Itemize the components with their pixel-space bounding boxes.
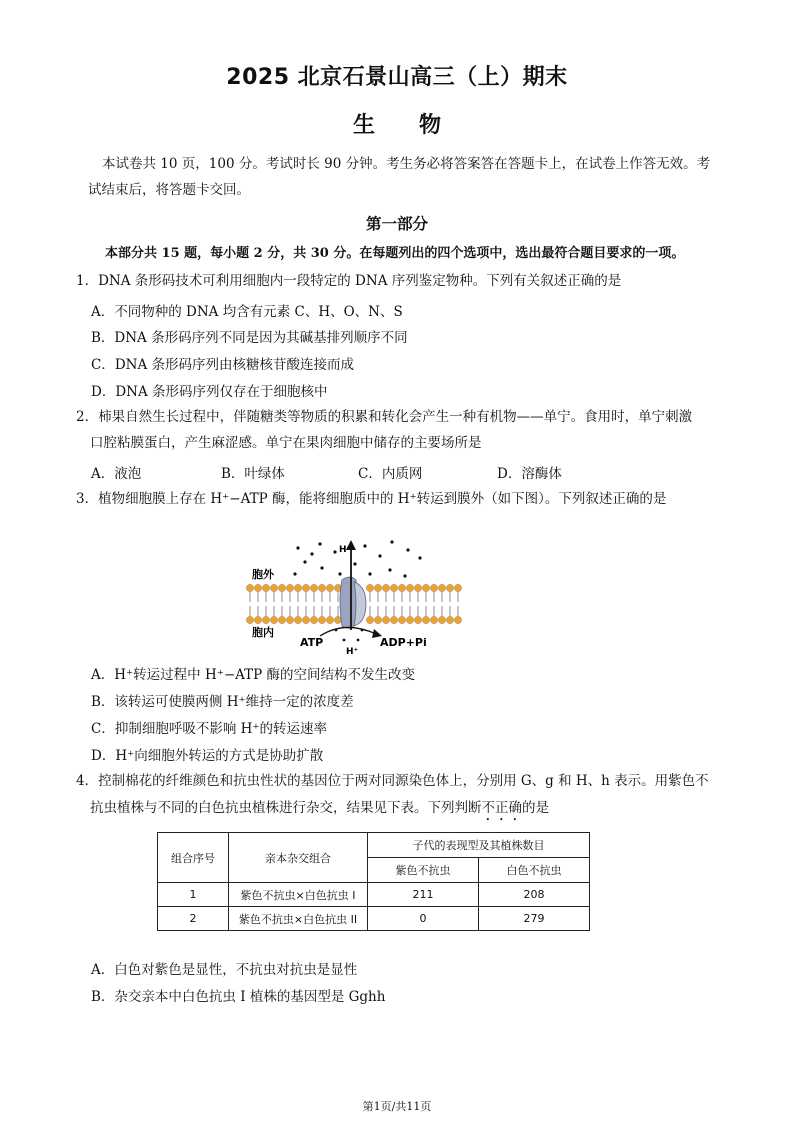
intro-line-2: 试结束后，将答题卡交回。 <box>88 182 250 198</box>
cell-purple: 0 <box>368 907 479 931</box>
th-group: 组合序号 <box>158 833 229 883</box>
label-h-bottom: H⁺ <box>346 647 359 657</box>
atp-hydrolysis-arrow <box>320 627 376 636</box>
cell-white: 208 <box>479 883 590 907</box>
q4-stem-pre: 抗虫植株与不同的白色抗虫植株进行杂交，结果见下表。下列判断 <box>90 800 482 816</box>
subject-title: 生 物 <box>352 113 441 138</box>
cell-cross: 紫色不抗虫×白色抗虫 I <box>229 883 368 907</box>
outside-proton-dots <box>293 540 421 577</box>
q3-option-b: B．该转运可使膜两侧 H⁺维持一定的浓度差 <box>91 694 354 710</box>
label-adp: ADP+Pi <box>380 636 427 649</box>
q4-option-a: A．白色对紫色是显性，不抗虫对抗虫是显性 <box>91 962 358 978</box>
q2-option-b: B．叶绿体 <box>221 466 285 482</box>
cell-white: 279 <box>479 907 590 931</box>
q4-stem-line-1: 4．控制棉花的纤维颜色和抗虫性状的基因位于两对同源染色体上，分别用 G、g 和 H、h 表示。用紫色不 <box>76 773 709 789</box>
q3-stem: 3．植物细胞膜上存在 H⁺−ATP 酶，能将细胞质中的 H⁺转运到膜外（如下图）。下列叙述正确的是 <box>76 491 667 507</box>
q1-option-c: C．DNA 条形码序列由核糖核苷酸连接而成 <box>91 357 355 373</box>
cell-no: 2 <box>158 907 229 931</box>
cell-purple: 211 <box>368 883 479 907</box>
q4-stem-emphasis: 不正确 <box>481 800 522 816</box>
membrane-figure <box>240 530 490 660</box>
page-footer: 第1页/共11页 <box>362 1100 432 1113</box>
intro-line-1: 本试卷共 10 页，100 分。考试时长 90 分钟。考生务必将答案答在答题卡上，在试卷上作答无效。考 <box>102 156 711 172</box>
page-title: 2025 北京石景山高三（上）期末 <box>226 65 568 90</box>
q3-option-c: C．抑制细胞呼吸不影响 H⁺的转运速率 <box>91 721 328 737</box>
label-inside: 胞内 <box>252 626 274 639</box>
q2-stem-line-2: 口腔粘膜蛋白，产生麻涩感。单宁在果肉细胞中储存的主要场所是 <box>90 435 482 451</box>
table-row <box>158 883 590 907</box>
q4-stem-post: 的是 <box>522 800 549 816</box>
q1-option-d: D．DNA 条形码序列仅存在于细胞核中 <box>91 384 328 400</box>
q4-stem-line-2 <box>90 799 549 824</box>
cell-cross: 紫色不抗虫×白色抗虫 II <box>229 907 368 931</box>
label-h-top: H⁺ <box>339 545 352 555</box>
th-purple: 紫色不抗虫 <box>368 858 479 883</box>
q2-stem-line-1: 2．柿果自然生长过程中，伴随糖类等物质的积累和转化会产生一种有机物——单宁。食用时，单宁刺激 <box>76 409 693 425</box>
inside-proton-dots <box>335 629 364 642</box>
q1-stem: 1．DNA 条形码技术可利用细胞内一段特定的 DNA 序列鉴定物种。下列有关叙述正确的是 <box>76 273 622 289</box>
th-offspring: 子代的表现型及其植株数目 <box>368 833 590 858</box>
proton-pump-protein <box>340 577 366 628</box>
cross-results-table <box>157 832 590 931</box>
q3-option-a: A．H⁺转运过程中 H⁺−ATP 酶的空间结构不发生改变 <box>91 667 416 683</box>
cell-no: 1 <box>158 883 229 907</box>
section-instruction: 本部分共 15 题，每小题 2 分，共 30 分。在每题列出的四个选项中，选出最符合题目要求的一项。 <box>105 246 685 261</box>
section-title: 第一部分 <box>365 214 428 233</box>
q3-option-d: D．H⁺向细胞外转运的方式是协助扩散 <box>91 748 324 764</box>
q2-option-d: D．溶酶体 <box>497 466 562 482</box>
label-atp: ATP <box>300 636 324 649</box>
q1-option-a: A．不同物种的 DNA 均含有元素 C、H、O、N、S <box>91 304 403 320</box>
q2-option-a: A．液泡 <box>91 466 142 482</box>
q4-option-b: B．杂交亲本中白色抗虫 I 植株的基因型是 Gghh <box>91 989 386 1005</box>
q2-option-c: C．内质网 <box>358 466 423 482</box>
th-white: 白色不抗虫 <box>479 858 590 883</box>
table-row <box>158 907 590 931</box>
q1-option-b: B．DNA 条形码序列不同是因为其碱基排列顺序不同 <box>91 330 408 346</box>
th-cross: 亲本杂交组合 <box>229 833 368 883</box>
label-outside: 胞外 <box>252 568 274 581</box>
